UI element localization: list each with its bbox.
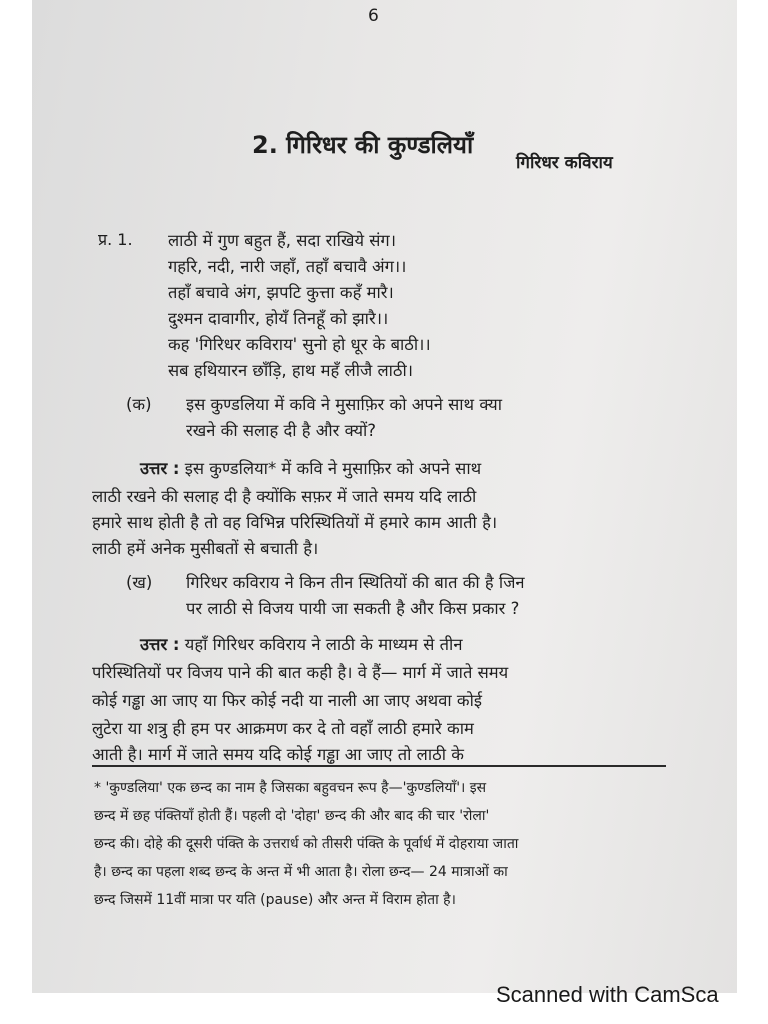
- answer-b-line: परिस्थितियों पर विजय पाने की बात कही है। वे हैं— मार्ग में जाते समय: [92, 663, 509, 682]
- footnote-line: छन्द में छह पंक्तियाँ होती हैं। पहली दो 'दोहा' छन्द की और बाद की चार 'रोला': [94, 808, 490, 824]
- answer-a-line: हमारे साथ होती है तो वह विभिन्न परिस्थितियों में हमारे काम आती है।: [92, 513, 498, 532]
- sub-question-a-label: (क): [126, 395, 152, 414]
- sub-question-a-line: इस कुण्डलिया में कवि ने मुसाफ़िर को अपने साथ क्या: [186, 395, 503, 414]
- sub-question-b-line: गिरिधर कविराय ने किन तीन स्थितियों की बात की है जिन: [186, 573, 525, 592]
- poem-line: कह 'गिरिधर कविराय' सुनो हो धूर के बाठी।।: [168, 335, 431, 354]
- answer-b-line: कोई गड्ढा आ जाए या फिर कोई नदी या नाली आ जाए अथवा कोई: [92, 691, 482, 710]
- answer-a-line: लाठी हमें अनेक मुसीबतों से बचाती है।: [92, 539, 319, 558]
- answer-b-label: उत्तर :: [140, 635, 180, 654]
- page-number: 6: [368, 6, 379, 26]
- question-label: प्र. 1.: [98, 230, 133, 249]
- chapter-title: 2. गिरिधर की कुण्डलियाँ: [252, 131, 474, 159]
- answer-b-text: यहाँ गिरिधर कविराय ने लाठी के माध्यम से तीन: [184, 635, 463, 654]
- scanner-watermark: Scanned with CamSca: [496, 982, 719, 1007]
- answer-b-line: लुटेरा या शत्रु ही हम पर आक्रमण कर दे तो वहाँ लाठी हमारे काम: [92, 719, 474, 738]
- scanned-page: [32, 0, 737, 993]
- footnote-line: है। छन्द का पहला शब्द छन्द के अन्त में भी आता है। रोला छन्द— 24 मात्राओं का: [94, 864, 508, 880]
- poem-line: लाठी में गुण बहुत हैं, सदा राखिये संग।: [168, 231, 396, 250]
- footnote-line: छन्द की। दोहे की दूसरी पंक्ति के उत्तरार्ध को तीसरी पंक्ति के पूर्वार्ध में दोहराया जाता: [94, 836, 519, 852]
- footnote-line: * 'कुण्डलिया' एक छन्द का नाम है जिसका बहुवचन रूप है—'कुण्डलियाँ'। इस: [94, 780, 487, 796]
- sub-question-b-label: (ख): [126, 573, 153, 592]
- answer-b-line: आती है। मार्ग में जाते समय यदि कोई गड्ढा आ जाए तो लाठी के: [92, 745, 464, 764]
- poem-line: गहरि, नदी, नारी जहाँ, तहाँ बचावै अंग।।: [168, 257, 407, 276]
- answer-a-label: उत्तर :: [140, 459, 180, 478]
- answer-a-line: लाठी रखने की सलाह दी है क्योंकि सफ़र में जाते समय यदि लाठी: [92, 487, 477, 506]
- poem-line: सब हथियारन छाँड़ि, हाथ महँ लीजै लाठी।: [168, 361, 414, 380]
- author-name: गिरिधर कविराय: [516, 153, 613, 173]
- footnote-divider: [92, 765, 666, 767]
- footnote-line: छन्द जिसमें 11वीं मात्रा पर यति (pause) और अन्त में विराम होता है।: [94, 892, 456, 908]
- answer-b-first-line: [140, 632, 462, 655]
- sub-question-b-line: पर लाठी से विजय पायी जा सकती है और किस प्रकार ?: [186, 599, 520, 618]
- answer-a-text: इस कुण्डलिया* में कवि ने मुसाफ़िर को अपने साथ: [184, 459, 482, 478]
- poem-line: दुश्मन दावागीर, होयँ तिनहूँ को झारै।।: [168, 309, 389, 328]
- answer-a-first-line: [140, 456, 481, 479]
- sub-question-a-line: रखने की सलाह दी है और क्यों?: [186, 421, 377, 440]
- poem-line: तहाँ बचावे अंग, झपटि कुत्ता कहँ मारै।: [168, 283, 394, 302]
